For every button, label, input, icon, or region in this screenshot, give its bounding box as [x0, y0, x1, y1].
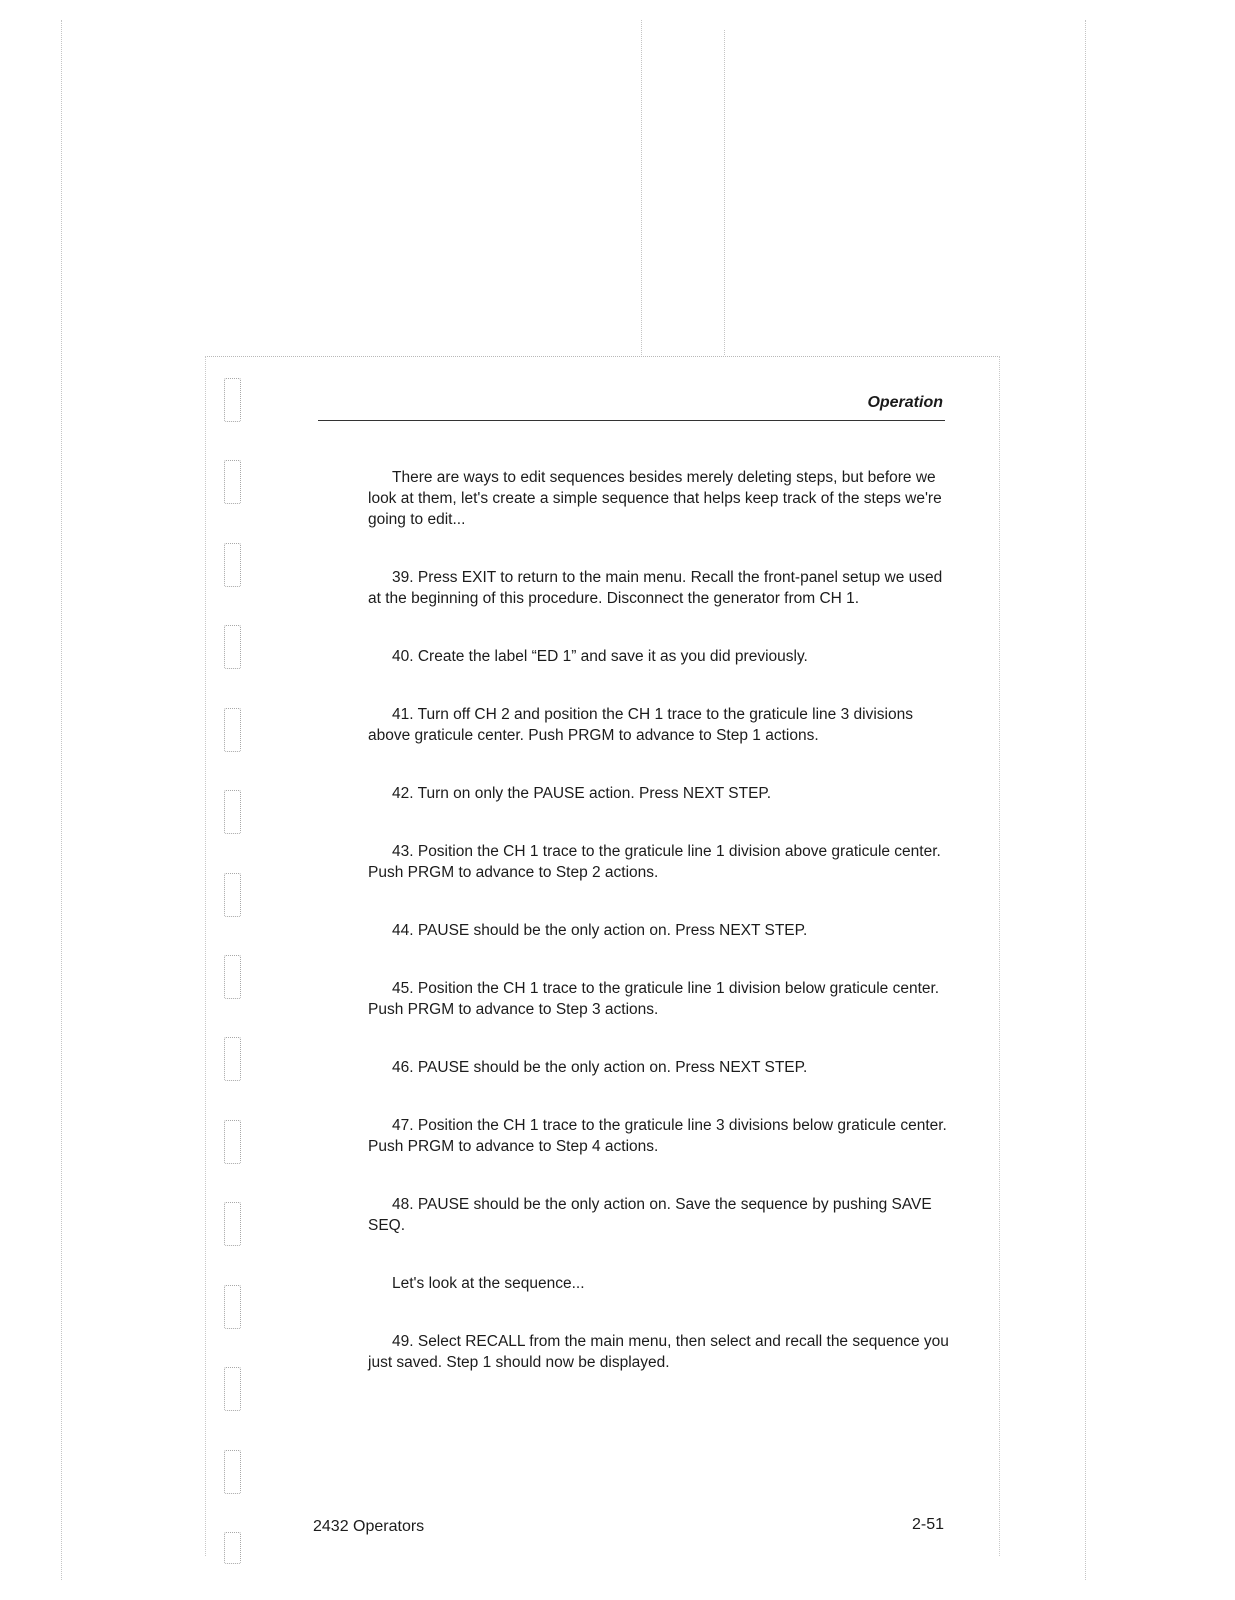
punch-hole: [224, 378, 241, 422]
punch-hole: [224, 708, 241, 752]
step-41: 41. Turn off CH 2 and position the CH 1 trace to the graticule line 3 divisions above graticule center. Push PRGM to advance to Step 1 actions.: [368, 706, 913, 744]
step-49: 49. Select RECALL from the main menu, then select and recall the sequence you just saved. Step 1 should now be displayed.: [368, 1333, 949, 1371]
punch-hole: [224, 1532, 241, 1564]
punch-hole: [224, 1202, 241, 1246]
punch-hole: [224, 1367, 241, 1411]
footer-manual-name: 2432 Operators: [313, 1518, 425, 1535]
scan-artifact-line: [1085, 20, 1086, 1580]
punch-hole: [224, 1285, 241, 1329]
step-39: 39. Press EXIT to return to the main menu. Recall the front-panel setup we used at the beginning of this procedure. Disconnect the generator from CH 1.: [368, 569, 943, 607]
scan-artifact-line: [641, 20, 642, 355]
step-40: 40. Create the label “ED 1” and save it as you did previously.: [392, 648, 808, 665]
punch-hole: [224, 543, 241, 587]
page-content: [368, 467, 956, 1410]
punch-hole: [224, 955, 241, 999]
punch-hole: [224, 1120, 241, 1164]
intro-paragraph: There are ways to edit sequences besides merely deleting steps, but before we look at them, let's create a simple sequence that helps keep track of the steps we're going to edit...: [368, 469, 942, 528]
punch-hole: [224, 873, 241, 917]
scan-artifact-line: [724, 30, 725, 355]
punch-hole: [224, 1450, 241, 1494]
step-45: 45. Position the CH 1 trace to the graticule line 1 division below graticule center. Push PRGM to advance to Step 3 actions.: [368, 980, 940, 1018]
punch-hole: [224, 460, 241, 504]
step-46: 46. PAUSE should be the only action on. Press NEXT STEP.: [392, 1059, 808, 1076]
step-47: 47. Position the CH 1 trace to the graticule line 3 divisions below graticule center. Push PRGM to advance to Step 4 actions.: [368, 1117, 947, 1155]
punch-hole: [224, 1037, 241, 1081]
step-42: 42. Turn on only the PAUSE action. Press NEXT STEP.: [392, 785, 772, 802]
step-44: 44. PAUSE should be the only action on. Press NEXT STEP.: [392, 922, 808, 939]
footer-page-number: 2-51: [912, 1516, 945, 1533]
scan-artifact-line: [61, 20, 62, 1580]
step-48: 48. PAUSE should be the only action on. Save the sequence by pushing SAVE SEQ.: [368, 1196, 932, 1234]
step-43: 43. Position the CH 1 trace to the graticule line 1 division above graticule center. Push PRGM to advance to Step 2 actions.: [368, 843, 941, 881]
section-title: Operation: [867, 394, 943, 411]
transition-paragraph: Let's look at the sequence...: [392, 1275, 585, 1292]
punch-hole: [224, 625, 241, 669]
punch-hole: [224, 790, 241, 834]
header-rule: [318, 420, 945, 421]
